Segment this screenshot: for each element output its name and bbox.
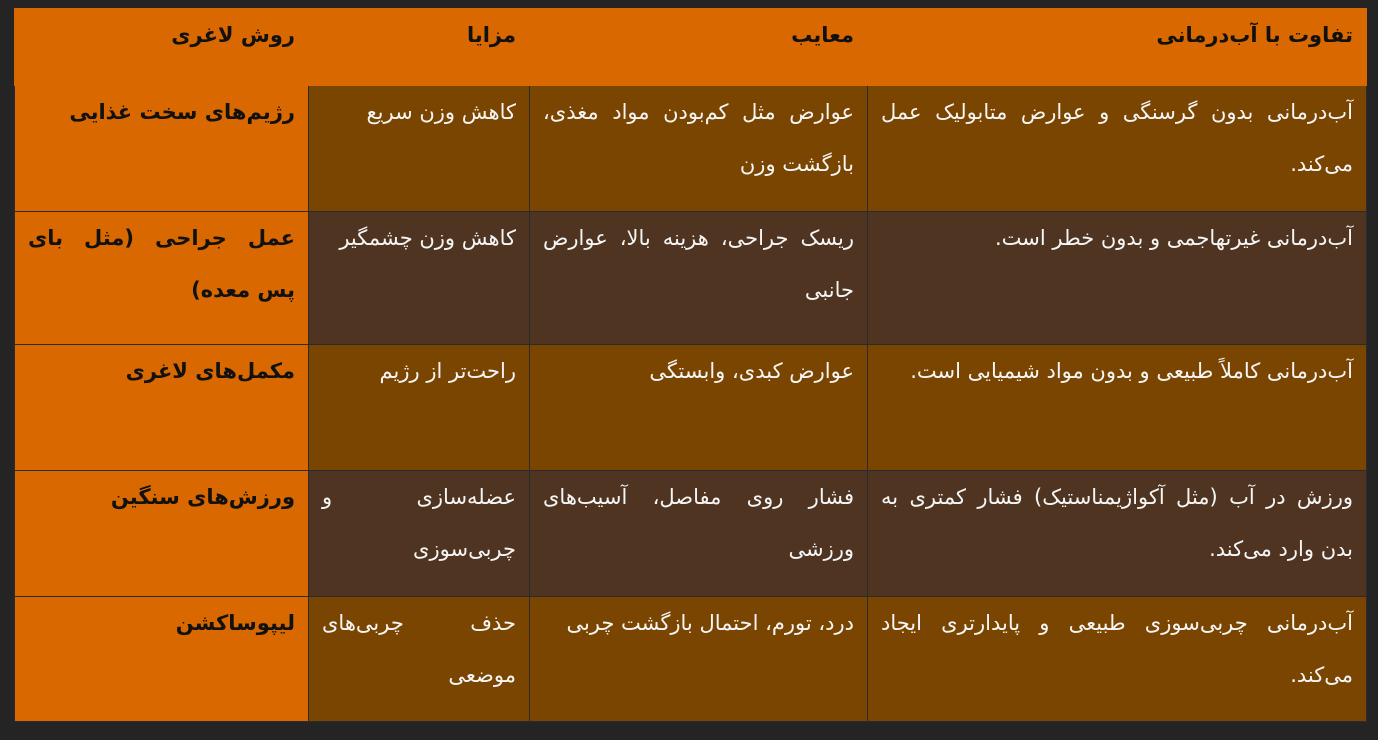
method-cell: رژیم‌های سخت غذایی	[15, 86, 309, 212]
difference-cell: ورزش در آب (مثل آکواژیمناستیک) فشار کمتری به بدن وارد می‌کند.	[868, 471, 1367, 597]
header-method: روش لاغری	[15, 9, 309, 86]
header-difference: تفاوت با آب‌درمانی	[868, 9, 1367, 86]
table-row	[15, 597, 1367, 722]
pros-cell: حذف چربی‌های موضعی	[309, 597, 530, 722]
header-cons: معایب	[530, 9, 868, 86]
cons-cell: فشار روی مفاصل، آسیب‌های ورزشی	[530, 471, 868, 597]
pros-cell: راحت‌تر از رژیم	[309, 345, 530, 471]
pros-cell: کاهش وزن سریع	[309, 86, 530, 212]
cons-cell: عوارض مثل کم‌بودن مواد مغذی، بازگشت وزن	[530, 86, 868, 212]
cons-cell: عوارض کبدی، وابستگی	[530, 345, 868, 471]
cons-cell: درد، تورم، احتمال بازگشت چربی	[530, 597, 868, 722]
method-cell: ورزش‌های سنگین	[15, 471, 309, 597]
table-row	[15, 345, 1367, 471]
difference-cell: آب‌درمانی چربی‌سوزی طبیعی و پایدارتری ایجاد می‌کند.	[868, 597, 1367, 722]
table-header-row	[15, 9, 1367, 86]
method-cell: مکمل‌های لاغری	[15, 345, 309, 471]
pros-cell: کاهش وزن چشمگیر	[309, 212, 530, 345]
difference-cell: آب‌درمانی بدون گرسنگی و عوارض متابولیک عمل می‌کند.	[868, 86, 1367, 212]
cons-cell: ریسک جراحی، هزینه بالا، عوارض جانبی	[530, 212, 868, 345]
table-row	[15, 471, 1367, 597]
difference-cell: آب‌درمانی کاملاً طبیعی و بدون مواد شیمیایی است.	[868, 345, 1367, 471]
method-cell: لیپوساکشن	[15, 597, 309, 722]
pros-cell: عضله‌سازی و چربی‌سوزی	[309, 471, 530, 597]
table-row	[15, 86, 1367, 212]
header-pros: مزایا	[309, 9, 530, 86]
comparison-table-container	[14, 8, 1366, 720]
weight-loss-comparison-table	[14, 8, 1367, 722]
table-row	[15, 212, 1367, 345]
difference-cell: آب‌درمانی غیرتهاجمی و بدون خطر است.	[868, 212, 1367, 345]
method-cell: عمل جراحی (مثل بای پس معده)	[15, 212, 309, 345]
